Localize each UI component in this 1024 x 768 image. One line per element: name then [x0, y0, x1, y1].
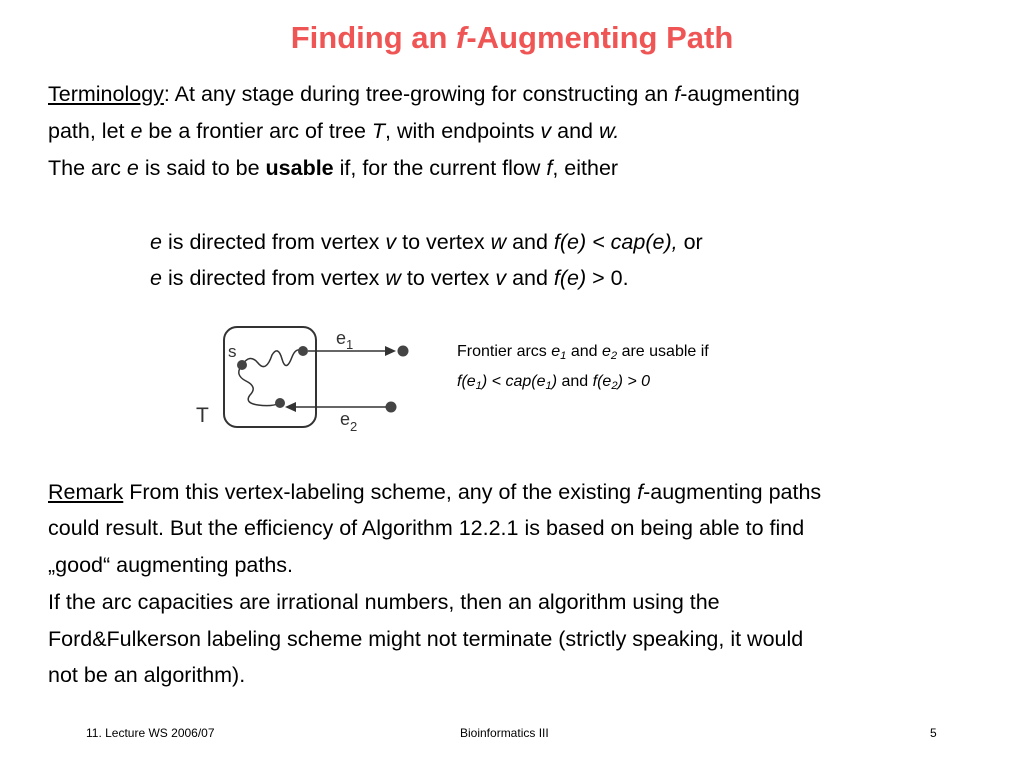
- tree-path-lower: [239, 365, 280, 406]
- remark-line-5: Ford&Fulkerson labeling scheme might not terminate (strictly speaking, it would: [48, 627, 804, 651]
- footer-course: Bioinformatics III: [460, 726, 549, 740]
- outside-vertex-w2: [386, 402, 397, 413]
- arc-e2-arrowhead: [285, 402, 296, 412]
- terminology-label: Terminology: [48, 82, 164, 106]
- remark-line-1: Remark From this vertex-labeling scheme, any of the existing f-augmenting paths: [48, 480, 822, 504]
- terminology-line-3: The arc e is said to be usable if, for the current flow f, either: [48, 156, 619, 180]
- label-e2: $e_2$: [340, 409, 358, 434]
- label-e1: $e_1$: [336, 328, 354, 352]
- footer-page-number: 5: [930, 726, 937, 740]
- condition-backward: e is directed from vertex w to vertex v and f(e) > 0.: [150, 266, 629, 290]
- slide-title: Finding an f-Augmenting Path: [290, 20, 734, 55]
- arc-e1-arrowhead: [385, 346, 396, 356]
- usable-term: usable: [265, 156, 334, 180]
- tree-path-upper: [242, 350, 302, 367]
- remark-line-3: „good“ augmenting paths.: [48, 553, 294, 577]
- remark-line-4: If the arc capacities are irrational numbers, then an algorithm using the: [48, 590, 720, 614]
- outside-vertex-w1: [398, 346, 409, 357]
- tree-vertex-v1: [298, 346, 308, 356]
- terminology-line-1: Terminology: At any stage during tree-growing for constructing an f-augmenting: [48, 82, 800, 106]
- tree-vertex-v2: [275, 398, 285, 408]
- label-s: s: [228, 342, 237, 361]
- footer-lecture: 11. Lecture WS 2006/07: [86, 726, 215, 740]
- condition-forward: e is directed from vertex v to vertex w and f(e) < cap(e), or: [150, 230, 703, 254]
- tree-boundary: [224, 327, 316, 427]
- caption-line-2: $f(e_1) < cap(e_1)$ and $f(e_2) > 0$: [457, 373, 651, 392]
- label-T: T: [196, 404, 209, 427]
- frontier-arcs-diagram: [180, 315, 420, 440]
- remark-line-2: could result. But the efficiency of Algorithm 12.2.1 is based on being able to find: [48, 516, 805, 540]
- caption-line-1: Frontier arcs $e_1$ and $e_2$ are usable if: [457, 343, 709, 362]
- source-vertex-s: [237, 360, 247, 370]
- terminology-line-2: path, let e be a frontier arc of tree T, with endpoints v and w.: [48, 119, 620, 143]
- remark-label: Remark: [48, 480, 124, 504]
- remark-line-6: not be an algorithm).: [48, 663, 246, 687]
